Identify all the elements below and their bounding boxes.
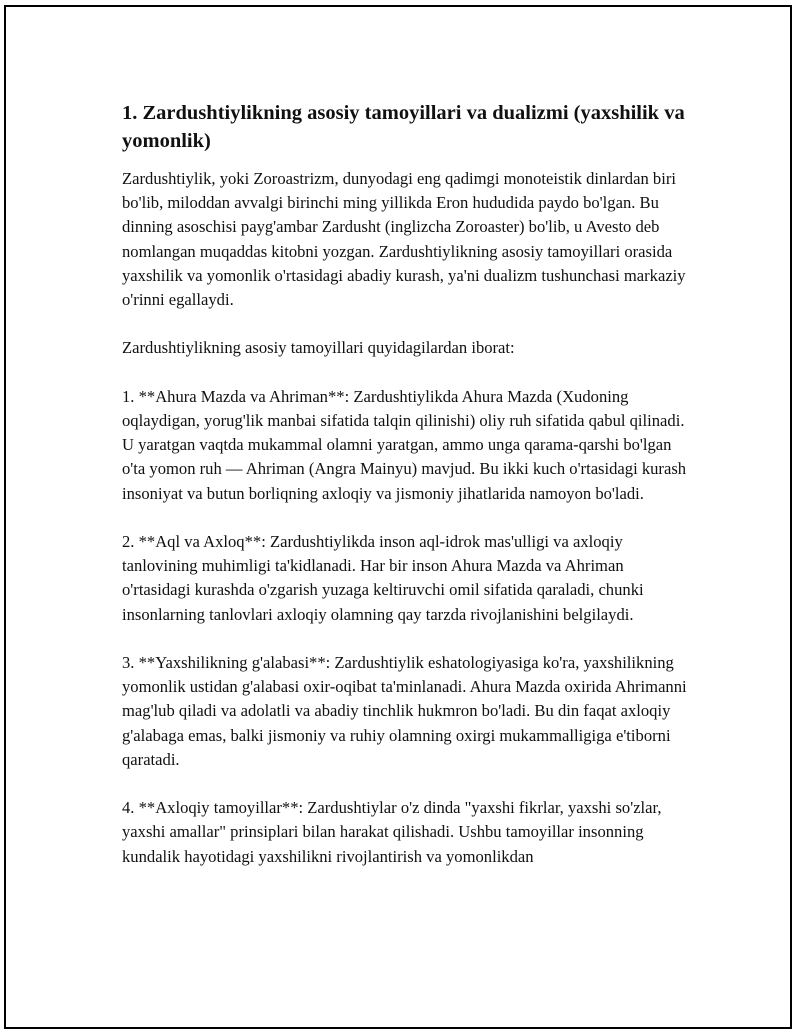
principles-lead-paragraph: Zardushtiylikning asosiy tamoyillari quyidagilardan iborat: <box>122 338 515 358</box>
section-heading: 1. Zardushtiylikning asosiy tamoyillari va dualizmi (yaxshilik va yomonlik) <box>122 102 685 152</box>
principle-2-paragraph: 2. **Aql va Axloq**: Zardushtiylikda inson aql-idrok mas'ulligi va axloqiy tanlovining muhimligi ta'kidlanadi. Har bir inson Ahura Mazda va Ahriman o'rtasidagi kurashda o'zgarish yuzaga keltiruvchi omil sifatida qaraladi, chunki insonlarning tanlovlari axloqiy olamning qay tarzda rivojlanishini belgilaydi. <box>122 532 644 624</box>
document-body <box>122 99 696 893</box>
page-frame <box>4 5 792 1029</box>
principle-1-paragraph: 1. **Ahura Mazda va Ahriman**: Zardushtiylikda Ahura Mazda (Xudoning oqlaydigan, yorug'lik manbai sifatida talqin qilinishi) oliy ruh sifatida qabul qilinadi. U yaratgan vaqtda mukammal olamni yaratgan, ammo unga qarama-qarshi bo'lgan o'ta yomon ruh — Ahriman (Angra Mainyu) mavjud. Bu ikki kuch o'rtasidagi kurash insoniyat va butun borliqning axloqiy va jismoniy jihatlarida namoyon bo'ladi. <box>122 386 687 503</box>
principle-3-paragraph: 3. **Yaxshilikning g'alabasi**: Zardushtiylik eshatologiyasiga ko'ra, yaxshilikning yomonlik ustidan g'alabasi oxir-oqibat ta'minlanadi. Ahura Mazda oxirida Ahrimanni mag'lub qiladi va adolatli va abadiy tinchlik hukmron bo'ladi. Bu din faqat axloqiy g'alabaga emas, balki jismoniy va ruhiy olamning oxirgi mukammalligiga e'tiborni qaratadi. <box>122 653 687 769</box>
intro-paragraph: Zardushtiylik, yoki Zoroastrizm, dunyodagi eng qadimgi monoteistik dinlardan biri bo'lib, miloddan avvalgi birinchi ming yillikda Eron hududida paydo bo'lgan. Bu dinning asoschisi payg'ambar Zardusht (inglizcha Zoroaster) bo'lib, u Avesto deb nomlangan muqaddas kitobni yozgan. Zardushtiylikning asosiy tamoyillari orasida yaxshilik va yomonlik o'rtasidagi abadiy kurash, ya'ni dualizm tushunchasi markaziy o'rinni egallaydi. <box>122 169 686 310</box>
principle-4-paragraph: 4. **Axloqiy tamoyillar**: Zardushtiylar o'z dinda "yaxshi fikrlar, yaxshi so'zlar, yaxshi amallar" prinsiplari bilan harakat qilishadi. Ushbu tamoyillar insonning kundalik hayotidagi yaxshilikni rivojlantirish va yomonlikdan <box>122 798 662 866</box>
